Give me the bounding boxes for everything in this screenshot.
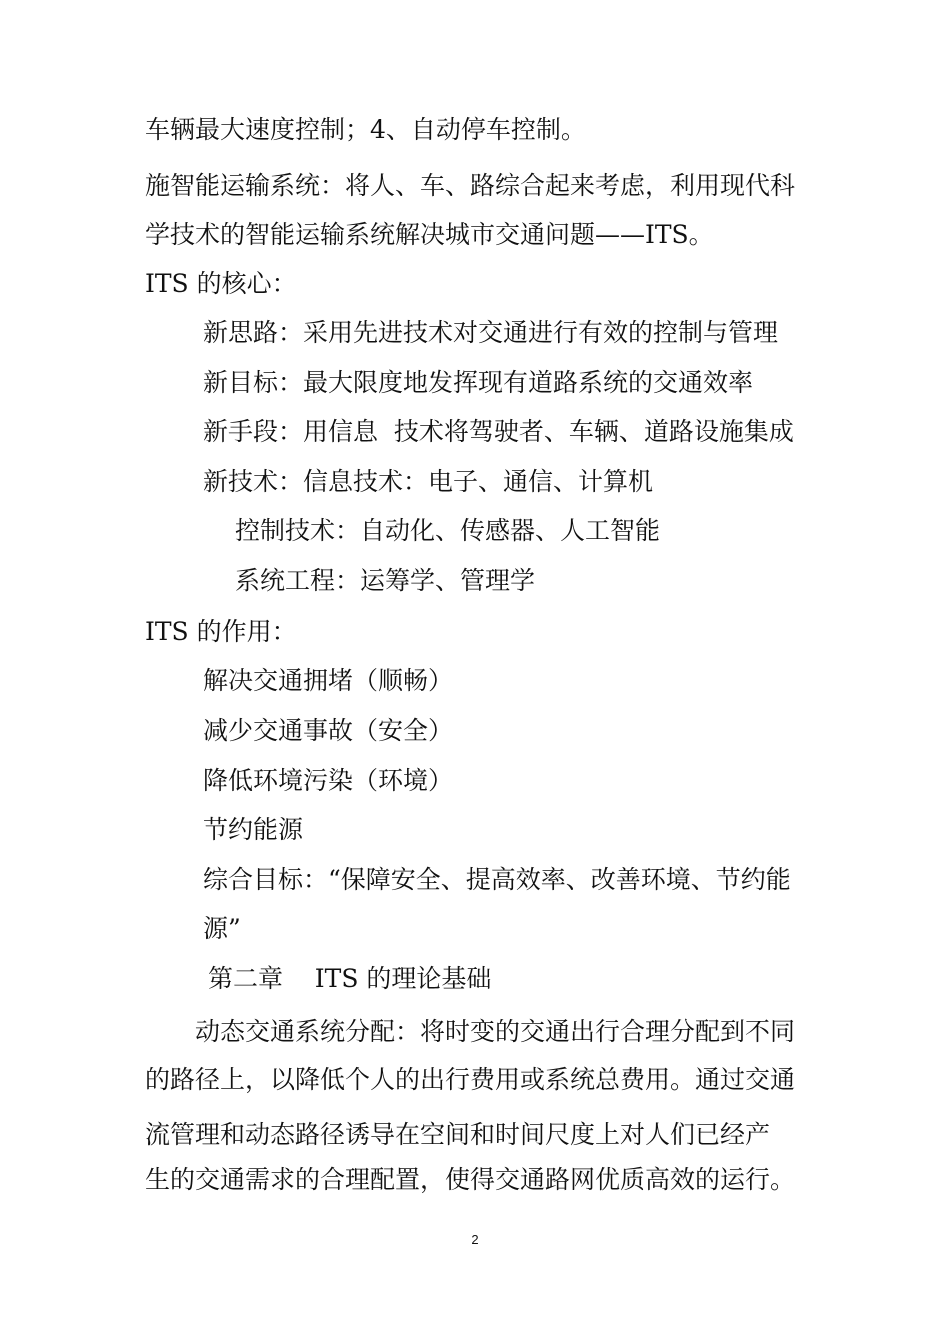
paragraph-line-2: 的路径上，以降低个人的出行费用或系统总费用。通过交通 — [145, 1065, 796, 1094]
text-line-control-tech: 控制技术：自动化、传感器、人工智能 — [235, 516, 661, 545]
text-line-overall-goal: 综合目标：“保障安全、提高效率、改善环境、节约能 — [203, 865, 791, 894]
text-line-1: 车辆最大速度控制；4、自动停车控制。 — [145, 115, 586, 144]
page-number: 2 — [471, 1232, 479, 1247]
text-line-overall-goal-cont: 源” — [203, 914, 241, 943]
paragraph-line-4: 生的交通需求的合理配置，使得交通路网优质高效的运行。 — [145, 1165, 796, 1194]
text-line-role-4: 节约能源 — [203, 815, 304, 844]
chapter-heading: 第二章 ITS 的理论基础 — [208, 964, 492, 993]
text-line-new-tech: 新技术：信息技术：电子、通信、计算机 — [203, 467, 654, 496]
text-line-role-3: 降低环境污染（环境） — [203, 766, 454, 795]
paragraph-line-3: 流管理和动态路径诱导在空间和时间尺度上对人们已经产 — [145, 1120, 771, 1149]
text-line-new-idea: 新思路：采用先进技术对交通进行有效的控制与管理 — [203, 318, 779, 347]
paragraph-line-1: 动态交通系统分配：将时变的交通出行合理分配到不同 — [195, 1017, 796, 1046]
text-line-3: 学技术的智能运输系统解决城市交通问题——ITS。 — [145, 220, 714, 249]
text-line-role-1: 解决交通拥堵（顺畅） — [203, 666, 454, 695]
section-heading-its-core: ITS 的核心： — [145, 269, 297, 298]
text-line-new-means: 新手段：用信息 技术将驾驶者、车辆、道路设施集成 — [203, 417, 794, 446]
section-heading-its-role: ITS 的作用： — [145, 617, 297, 646]
text-line-new-goal: 新目标：最大限度地发挥现有道路系统的交通效率 — [203, 368, 754, 397]
text-line-2: 施智能运输系统：将人、车、路综合起来考虑，利用现代科 — [145, 171, 796, 200]
text-line-systems-engineering: 系统工程：运筹学、管理学 — [235, 566, 536, 595]
text-line-role-2: 减少交通事故（安全） — [203, 716, 454, 745]
